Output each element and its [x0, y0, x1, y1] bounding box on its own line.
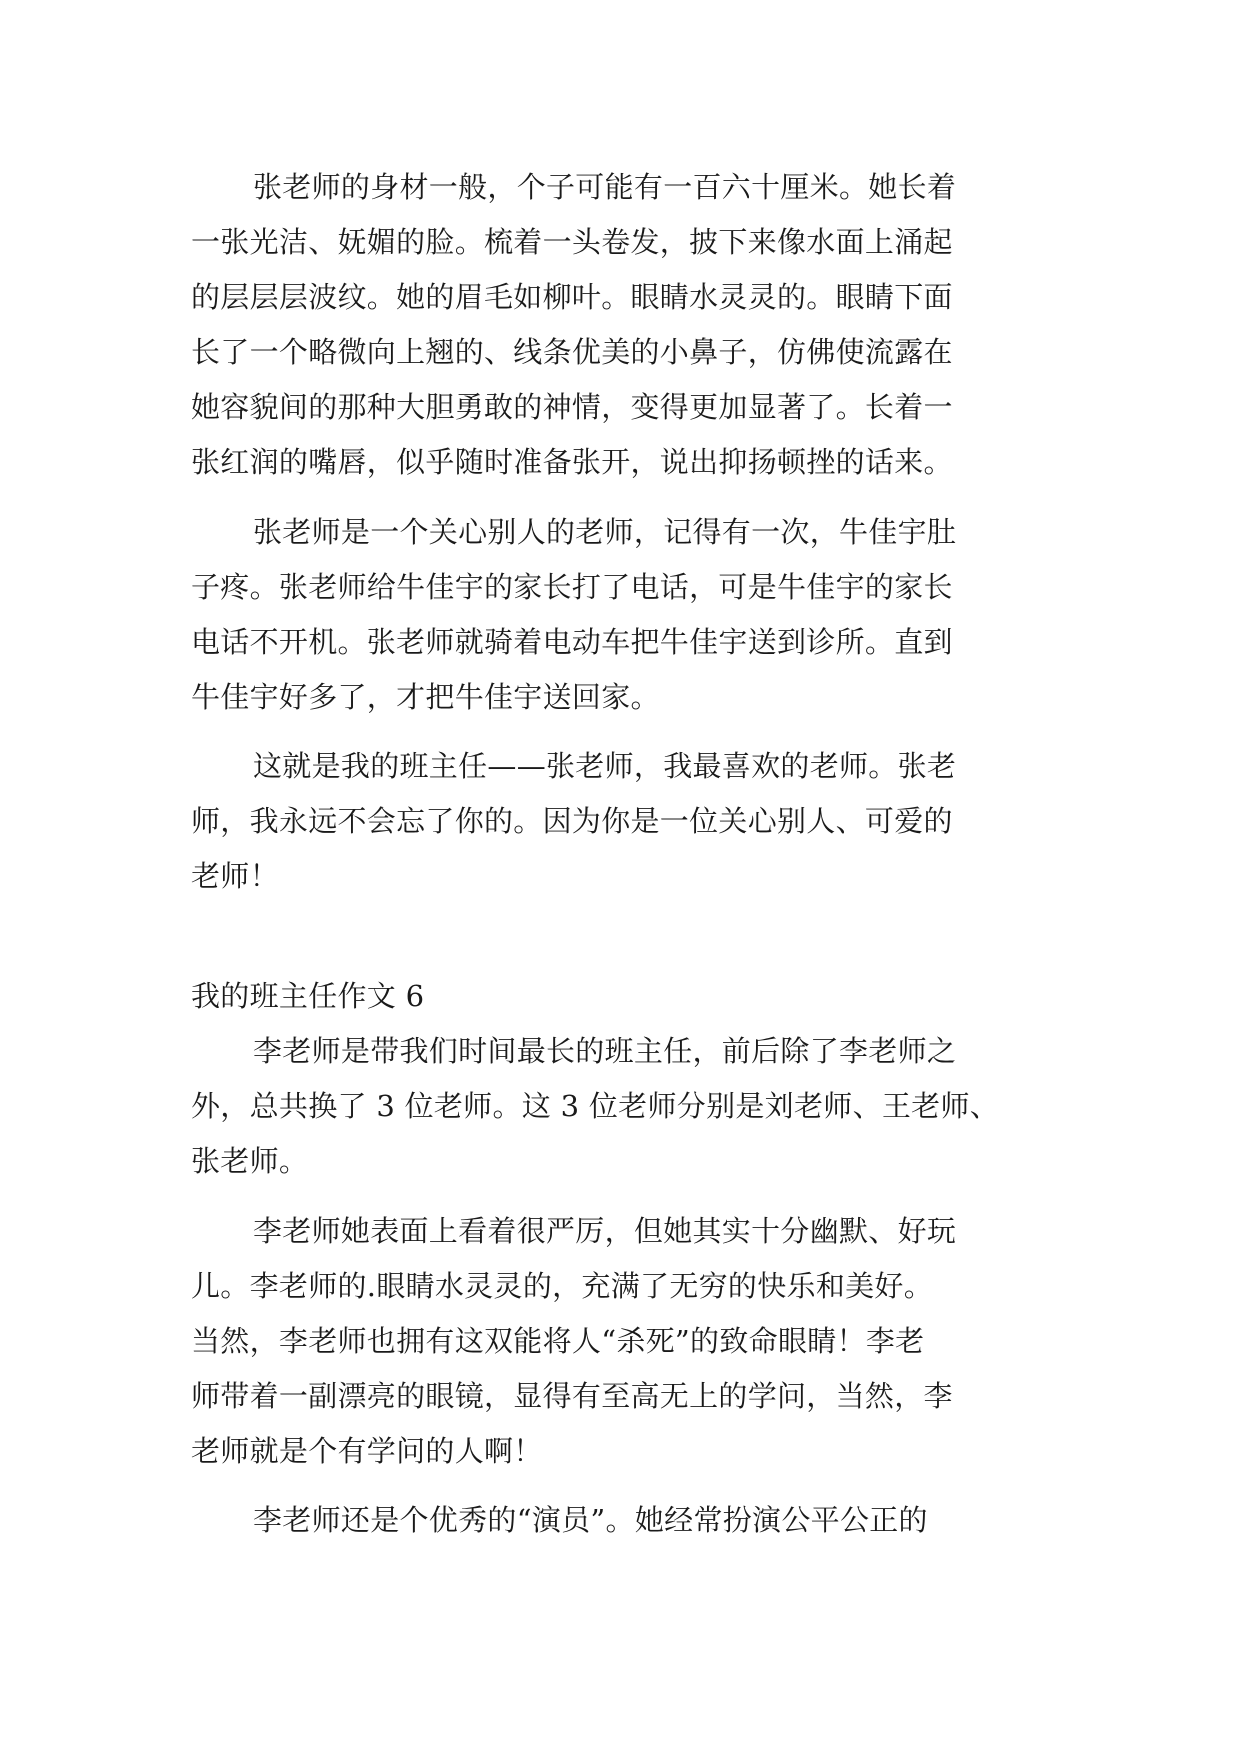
- paragraph-line: 外，总共换了 3 位老师。这 3 位老师分别是刘老师、王老师、: [191, 1089, 1000, 1123]
- paragraph-line: 的层层层波纹。她的眉毛如柳叶。眼睛水灵灵的。眼睛下面: [191, 280, 953, 314]
- paragraph-line: 张老师的身材一般，个子可能有一百六十厘米。她长着: [253, 170, 957, 204]
- section-title: 我的班主任作文 6: [191, 979, 425, 1013]
- paragraph-line: 李老师还是个优秀的“演员”。她经常扮演公平公正的: [253, 1503, 928, 1537]
- paragraph-line: 这就是我的班主任——张老师，我最喜欢的老师。张老: [253, 749, 957, 783]
- paragraph-line: 李老师她表面上看着很严厉，但她其实十分幽默、好玩: [253, 1214, 957, 1248]
- paragraph-line: 长了一个略微向上翘的、线条优美的小鼻子，仿佛使流露在: [191, 335, 953, 369]
- paragraph-line: 当然，李老师也拥有这双能将人“杀死”的致命眼睛！李老: [191, 1324, 925, 1358]
- paragraph-line: 张老师。: [191, 1144, 309, 1178]
- paragraph-line: 她容貌间的那种大胆勇敢的神情，变得更加显著了。长着一: [191, 390, 953, 424]
- paragraph-line: 李老师是带我们时间最长的班主任，前后除了李老师之: [253, 1034, 957, 1068]
- paragraph-line: 老师就是个有学问的人啊！: [191, 1434, 543, 1468]
- paragraph-line: 一张光洁、妩媚的脸。梳着一头卷发，披下来像水面上涌起: [191, 225, 953, 259]
- paragraph-line: 儿。李老师的.眼睛水灵灵的，充满了无穷的快乐和美好。: [191, 1269, 934, 1303]
- paragraph-line: 牛佳宇好多了，才把牛佳宇送回家。: [191, 680, 660, 714]
- paragraph-line: 张红润的嘴唇，似乎随时准备张开，说出抑扬顿挫的话来。: [191, 445, 953, 479]
- paragraph-line: 师，我永远不会忘了你的。因为你是一位关心别人、可爱的: [191, 804, 953, 838]
- paragraph-line: 老师！: [191, 859, 279, 893]
- paragraph-line: 师带着一副漂亮的眼镜，显得有至高无上的学问，当然，李: [191, 1379, 953, 1413]
- paragraph-line: 子疼。张老师给牛佳宇的家长打了电话，可是牛佳宇的家长: [191, 570, 953, 604]
- paragraph-line: 张老师是一个关心别人的老师，记得有一次，牛佳宇肚: [253, 515, 957, 549]
- paragraph-line: 电话不开机。张老师就骑着电动车把牛佳宇送到诊所。直到: [191, 625, 953, 659]
